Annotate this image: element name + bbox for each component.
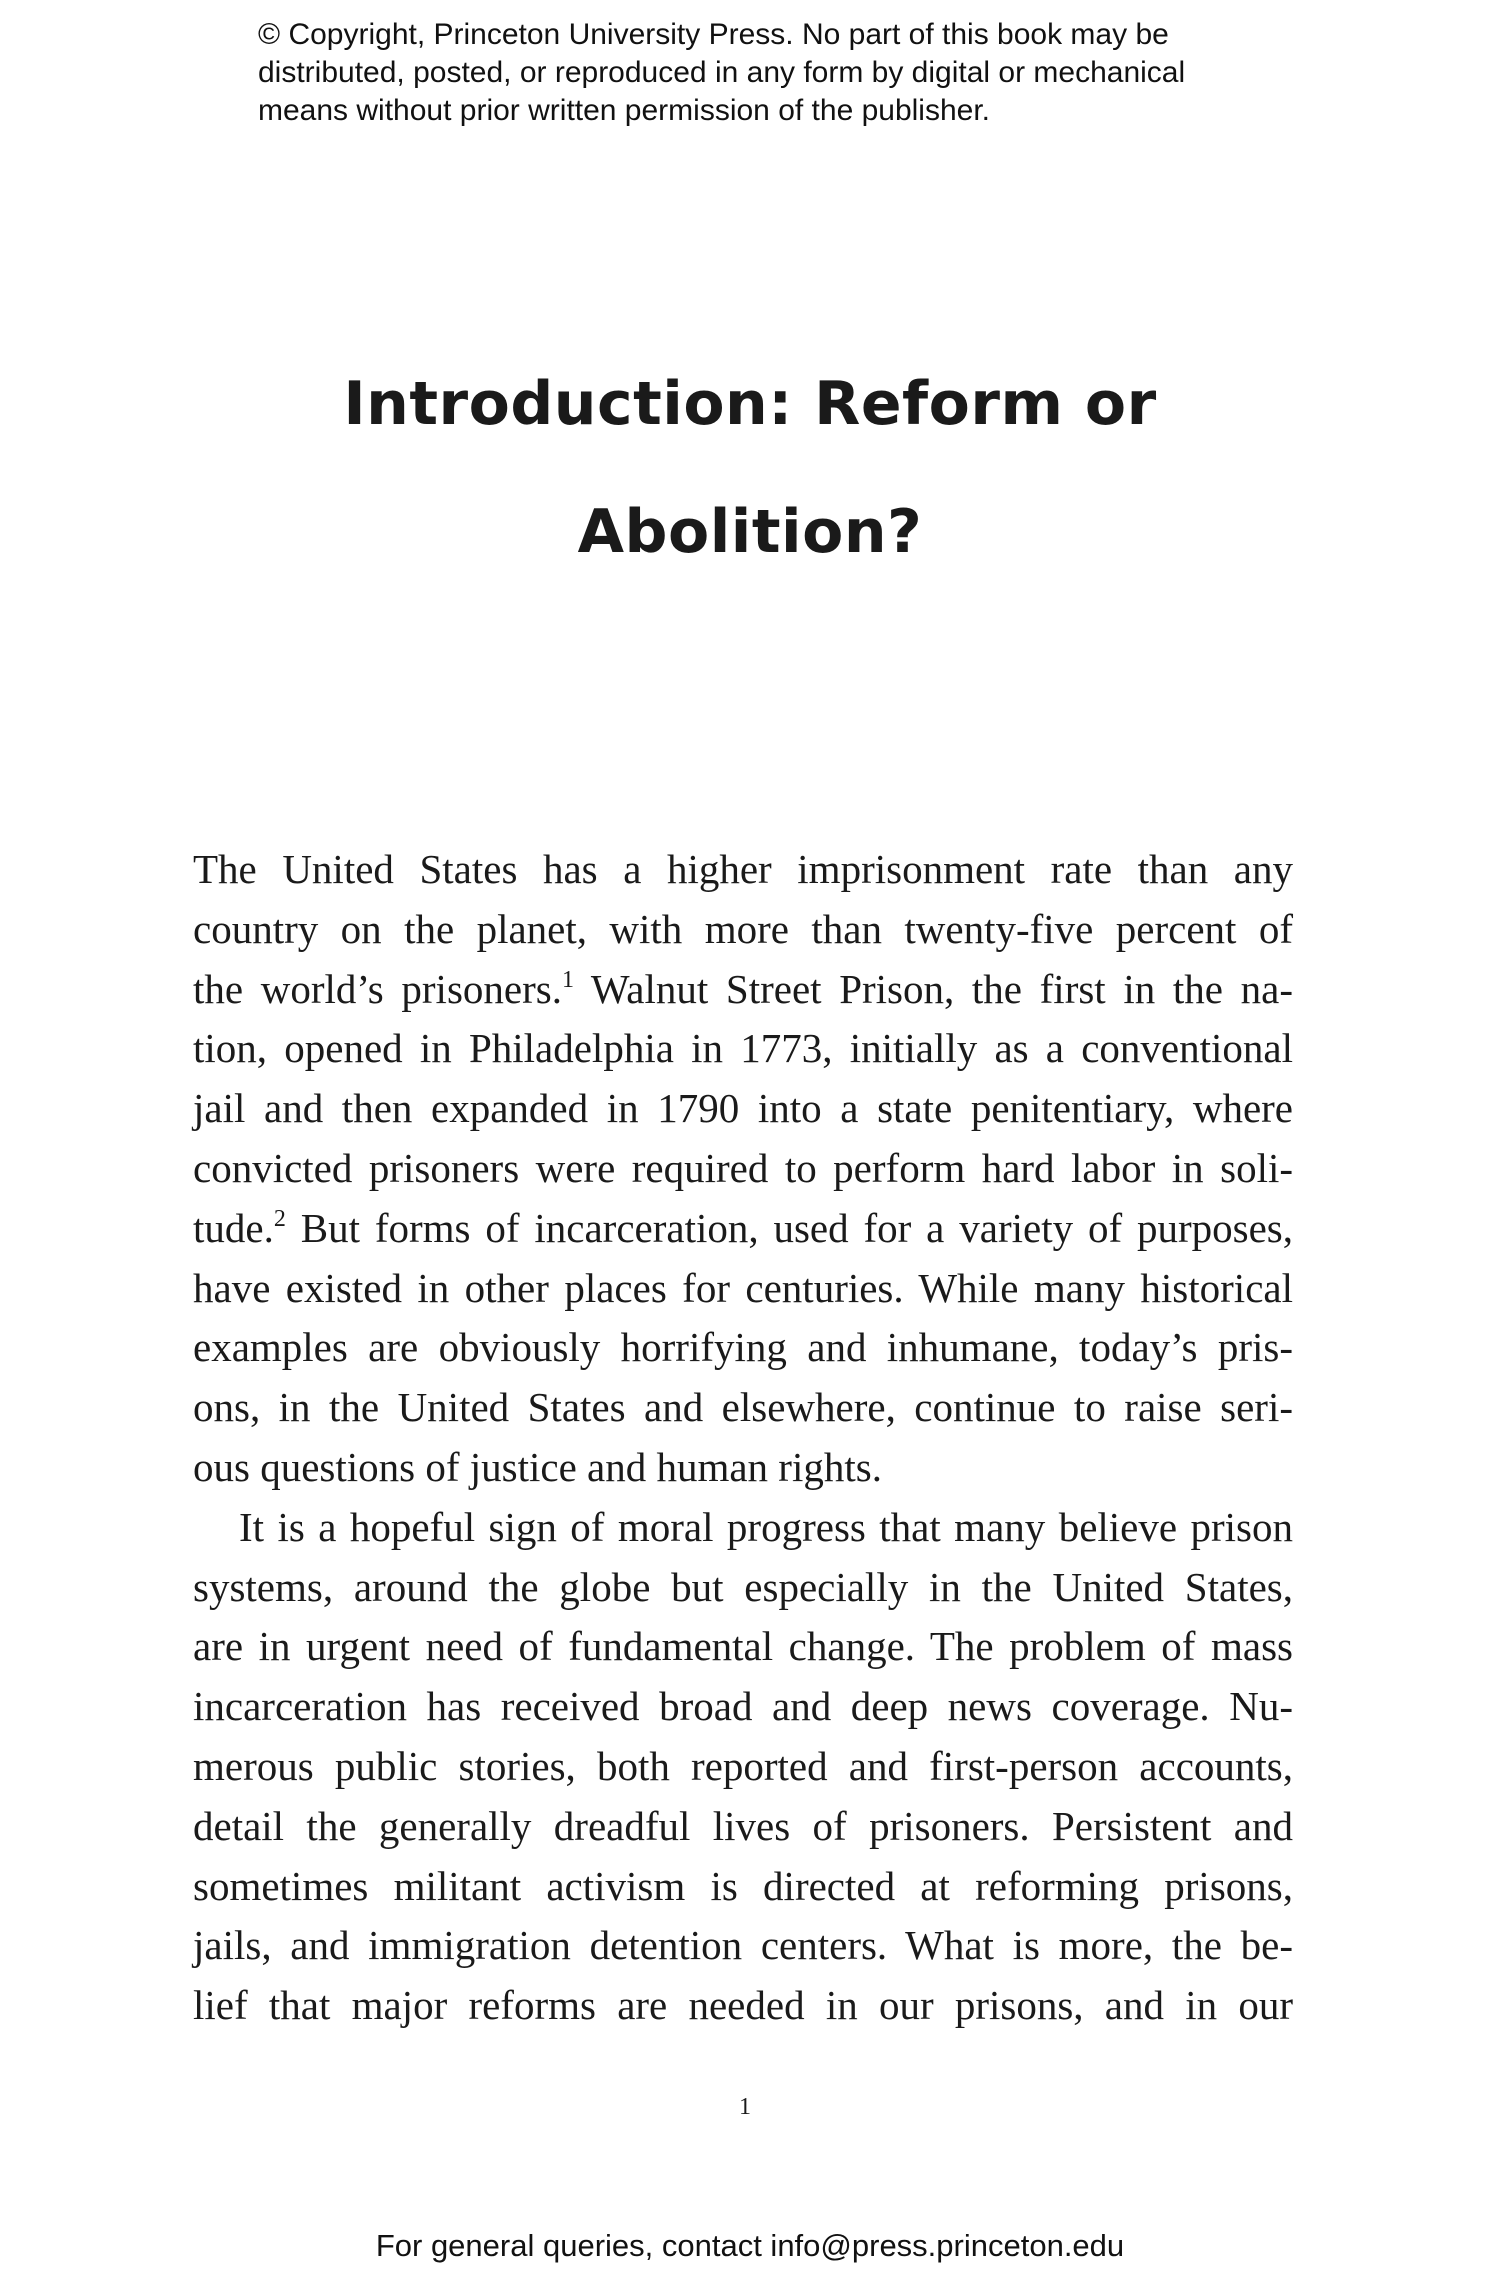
text-line: The United States has a higher imprisonment rate than any (193, 846, 1293, 892)
text-line: convicted prisoners were required to perform hard labor in soli- (193, 1144, 1293, 1191)
text-line: tion, opened in Philadelphia in 1773, initially as a conventional (193, 1025, 1293, 1072)
text-segment: Walnut Street Prison, the first in the na- (573, 965, 1293, 1012)
text-line: country on the planet, with more than twenty-five percent of (193, 905, 1293, 952)
text-line: are in urgent need of fundamental change. The problem of mass (193, 1623, 1293, 1670)
text-segment: the world’s prisoners. (193, 965, 562, 1012)
text-line: systems, around the globe but especially in the United States, (193, 1563, 1293, 1610)
text-line (193, 1199, 1293, 1259)
paragraph (193, 1498, 1293, 2036)
chapter-title-line: Introduction: Reform or (343, 369, 1157, 439)
text-line: lief that major reforms are needed in our prisons, and in our (193, 1982, 1293, 2029)
text-line (193, 960, 1293, 1020)
text-line: examples are obviously horrifying and inhumane, today’s pris- (193, 1324, 1293, 1371)
text-line: incarceration has received broad and deep news coverage. Nu- (193, 1683, 1293, 1730)
text-segment: But forms of incarceration, used for a variety of purposes, (285, 1204, 1293, 1251)
text-line: sometimes militant activism is directed at reforming prisons, (193, 1862, 1293, 1909)
chapter-title (0, 340, 1500, 596)
copyright-line: distributed, posted, or reproduced in any form by digital or mechanical (258, 56, 1186, 89)
text-line: ous questions of justice and human rights. (193, 1443, 882, 1490)
text-segment: tude. (193, 1204, 274, 1251)
page-number: 1 (739, 2094, 751, 2120)
footer-contact: For general queries, contact info@press.princeton.edu (375, 2228, 1125, 2263)
copyright-line: © Copyright, Princeton University Press. No part of this book may be (258, 18, 1169, 51)
text-line: ons, in the United States and elsewhere, continue to raise seri- (193, 1384, 1293, 1431)
text-line: detail the generally dreadful lives of prisoners. Persistent and (193, 1802, 1293, 1849)
text-line: have existed in other places for centuries. While many historical (193, 1264, 1293, 1311)
text-line: jail and then expanded in 1790 into a state penitentiary, where (193, 1085, 1293, 1132)
text-line: It is a hopeful sign of moral progress that many believe prison (239, 1503, 1293, 1550)
copyright-notice (258, 16, 1358, 130)
text-line: jails, and immigration detention centers. What is more, the be- (193, 1922, 1293, 1969)
footnote-ref-1[interactable]: 1 (561, 966, 574, 993)
text-line: merous public stories, both reported and first-person accounts, (193, 1742, 1293, 1789)
paragraph (193, 840, 1293, 1498)
footnote-ref-2[interactable]: 2 (273, 1205, 286, 1232)
chapter-title-line: Abolition? (577, 497, 923, 567)
copyright-line: means without prior written permission of the publisher. (258, 94, 991, 127)
body-text (193, 840, 1293, 2036)
